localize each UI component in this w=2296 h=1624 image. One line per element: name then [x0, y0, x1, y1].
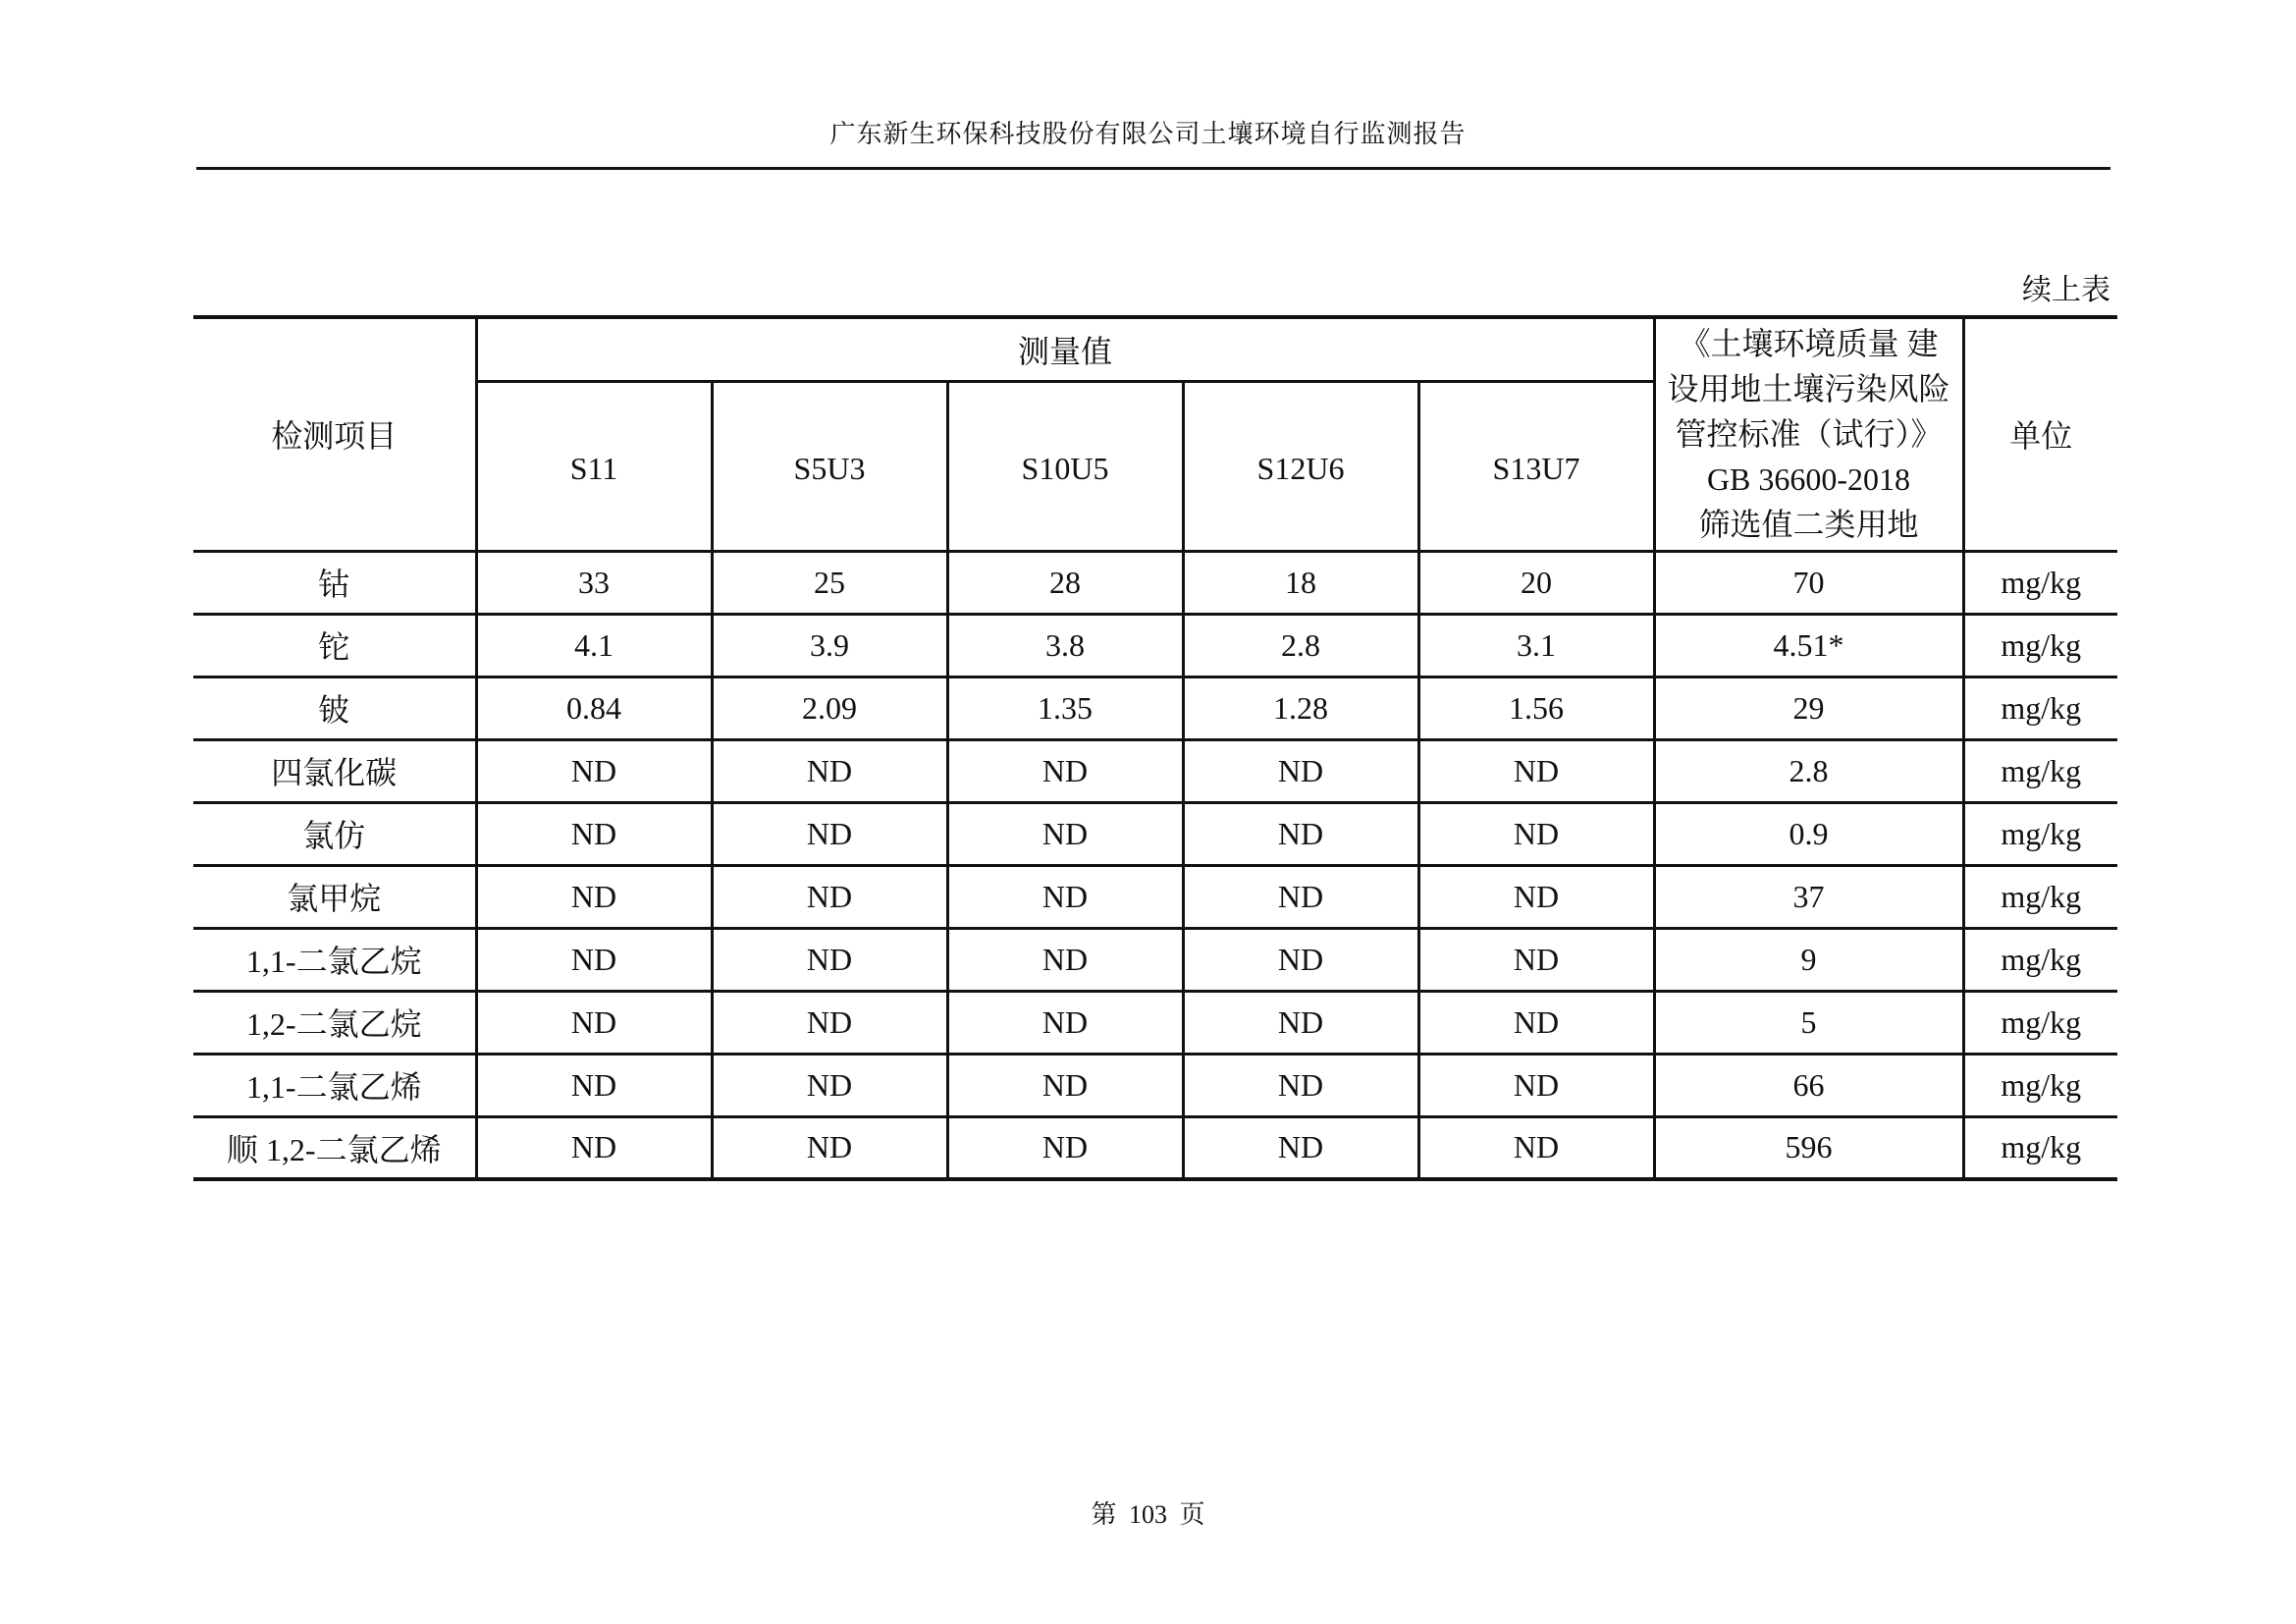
table-row	[193, 802, 2117, 865]
value-cell: ND	[712, 1054, 947, 1116]
value-cell: ND	[947, 928, 1183, 991]
standard-cell: 4.51*	[1654, 614, 1963, 677]
site-header-s11: S11	[476, 381, 712, 551]
value-cell: 1.35	[947, 677, 1183, 739]
site-header-s12u6: S12U6	[1183, 381, 1418, 551]
unit-cell: mg/kg	[1963, 928, 2117, 991]
table-row	[193, 614, 2117, 677]
value-cell: ND	[476, 1116, 712, 1179]
item-cell: 1,2-二氯乙烷	[193, 991, 476, 1054]
value-cell: ND	[476, 802, 712, 865]
value-cell: ND	[1183, 928, 1418, 991]
standard-header-text	[1656, 321, 1962, 547]
table-row	[193, 677, 2117, 739]
unit-cell: mg/kg	[1963, 865, 2117, 928]
value-cell: ND	[947, 1116, 1183, 1179]
monitoring-results-table	[193, 315, 2117, 1181]
value-cell: ND	[712, 928, 947, 991]
standard-header-line: 设用地土壤污染风险	[1667, 371, 1950, 407]
value-cell: ND	[1183, 802, 1418, 865]
document-header-title: 广东新生环保科技股份有限公司土壤环境自行监测报告	[829, 120, 1467, 148]
value-cell: 2.8	[1183, 614, 1418, 677]
unit-cell: mg/kg	[1963, 802, 2117, 865]
site-header-s10u5: S10U5	[947, 381, 1183, 551]
unit-cell: mg/kg	[1963, 551, 2117, 614]
table-row	[193, 991, 2117, 1054]
value-cell: ND	[947, 991, 1183, 1054]
unit-cell: mg/kg	[1963, 1054, 2117, 1116]
value-cell: ND	[712, 1116, 947, 1179]
table-row	[193, 928, 2117, 991]
item-cell: 氯仿	[193, 802, 476, 865]
site-header-s5u3: S5U3	[712, 381, 947, 551]
value-cell: ND	[1418, 991, 1654, 1054]
value-cell: 25	[712, 551, 947, 614]
value-cell: 4.1	[476, 614, 712, 677]
item-cell: 铍	[193, 677, 476, 739]
continuation-label: 续上表	[2022, 274, 2110, 306]
table-row	[193, 1116, 2117, 1179]
value-cell: 2.09	[712, 677, 947, 739]
standard-cell: 70	[1654, 551, 1963, 614]
value-cell: ND	[947, 1054, 1183, 1116]
value-cell: 28	[947, 551, 1183, 614]
value-cell: ND	[1418, 928, 1654, 991]
item-cell: 钴	[193, 551, 476, 614]
value-cell: ND	[1183, 991, 1418, 1054]
standard-header-line: 筛选值二类用地	[1698, 507, 1919, 543]
standard-header-line: 《土壤环境质量 建	[1679, 326, 1939, 362]
page-number: 第 103 页	[1091, 1500, 1205, 1529]
value-cell: 1.28	[1183, 677, 1418, 739]
standard-cell: 0.9	[1654, 802, 1963, 865]
item-cell: 四氯化碳	[193, 739, 476, 802]
table-row	[193, 865, 2117, 928]
value-cell: ND	[476, 991, 712, 1054]
item-cell: 1,1-二氯乙烯	[193, 1054, 476, 1116]
table-row	[193, 739, 2117, 802]
value-cell: ND	[476, 1054, 712, 1116]
standard-header	[1654, 317, 1963, 551]
value-cell: ND	[947, 739, 1183, 802]
value-cell: ND	[1418, 865, 1654, 928]
item-header: 检测项目	[193, 317, 476, 551]
standard-cell: 596	[1654, 1116, 1963, 1179]
item-cell: 铊	[193, 614, 476, 677]
value-cell: ND	[712, 802, 947, 865]
measured-value-header: 测量值	[476, 317, 1654, 381]
unit-cell: mg/kg	[1963, 614, 2117, 677]
item-cell: 1,1-二氯乙烷	[193, 928, 476, 991]
value-cell: ND	[1183, 1054, 1418, 1116]
value-cell: ND	[1418, 802, 1654, 865]
unit-cell: mg/kg	[1963, 739, 2117, 802]
site-header-s13u7: S13U7	[1418, 381, 1654, 551]
value-cell: ND	[712, 739, 947, 802]
value-cell: 33	[476, 551, 712, 614]
value-cell: ND	[947, 865, 1183, 928]
standard-header-line: 管控标准（试行）》	[1675, 416, 1943, 453]
header-divider	[196, 167, 2110, 170]
standard-cell: 37	[1654, 865, 1963, 928]
value-cell: ND	[947, 802, 1183, 865]
value-cell: ND	[1418, 739, 1654, 802]
value-cell: ND	[712, 991, 947, 1054]
value-cell: 3.9	[712, 614, 947, 677]
unit-cell: mg/kg	[1963, 1116, 2117, 1179]
standard-cell: 5	[1654, 991, 1963, 1054]
unit-cell: mg/kg	[1963, 991, 2117, 1054]
standard-cell: 66	[1654, 1054, 1963, 1116]
value-cell: ND	[712, 865, 947, 928]
value-cell: 18	[1183, 551, 1418, 614]
item-cell: 顺 1,2-二氯乙烯	[193, 1116, 476, 1179]
standard-header-line: GB 36600-2018	[1706, 461, 1911, 498]
value-cell: 20	[1418, 551, 1654, 614]
standard-cell: 9	[1654, 928, 1963, 991]
value-cell: ND	[1418, 1116, 1654, 1179]
value-cell: 1.56	[1418, 677, 1654, 739]
value-cell: ND	[476, 928, 712, 991]
value-cell: 0.84	[476, 677, 712, 739]
unit-cell: mg/kg	[1963, 677, 2117, 739]
standard-cell: 29	[1654, 677, 1963, 739]
value-cell: ND	[1183, 865, 1418, 928]
standard-cell: 2.8	[1654, 739, 1963, 802]
value-cell: 3.8	[947, 614, 1183, 677]
value-cell: ND	[476, 739, 712, 802]
value-cell: ND	[476, 865, 712, 928]
table-row	[193, 551, 2117, 614]
value-cell: ND	[1183, 739, 1418, 802]
unit-header: 单位	[1963, 317, 2117, 551]
value-cell: ND	[1183, 1116, 1418, 1179]
item-cell: 氯甲烷	[193, 865, 476, 928]
value-cell: ND	[1418, 1054, 1654, 1116]
table-body	[193, 551, 2117, 1179]
table-row	[193, 1054, 2117, 1116]
value-cell: 3.1	[1418, 614, 1654, 677]
